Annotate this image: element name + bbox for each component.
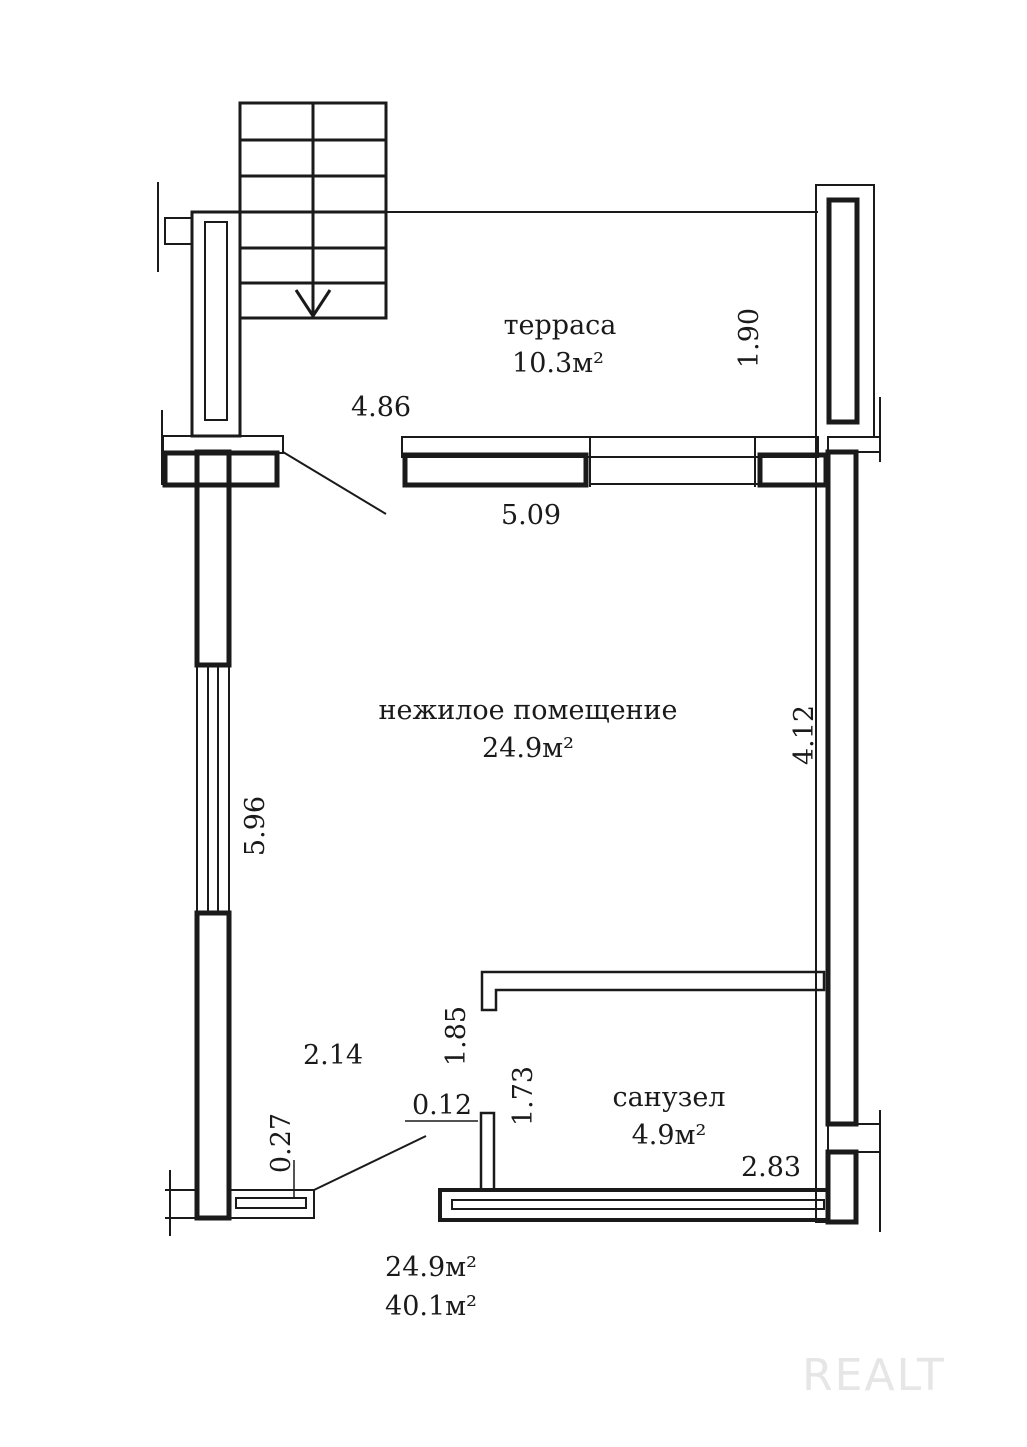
dim-bath-width: 2.83 bbox=[740, 1152, 802, 1183]
terrace-front-wall bbox=[402, 437, 826, 487]
total-area: 40.1м² bbox=[385, 1291, 477, 1322]
dim-terrace-width: 4.86 bbox=[350, 392, 412, 423]
bathroom-name: санузел bbox=[612, 1082, 726, 1113]
dim-wall-stub: 0.27 bbox=[266, 1112, 297, 1174]
terrace-name: терраса bbox=[503, 310, 617, 341]
realt-watermark: REALT bbox=[802, 1350, 946, 1401]
left-exterior-wall bbox=[197, 452, 229, 1218]
dim-bath-partition-upper: 1.85 bbox=[441, 1005, 472, 1067]
dim-main-left-wall: 5.96 bbox=[240, 795, 271, 857]
bottom-wall bbox=[165, 1121, 828, 1236]
dim-terrace-depth: 1.90 bbox=[734, 307, 765, 369]
staircase bbox=[240, 103, 386, 318]
bathroom-area: 4.9м² bbox=[631, 1120, 707, 1151]
dim-partition-thickness: 0.12 bbox=[411, 1090, 473, 1121]
terrace-left-wall bbox=[158, 182, 240, 436]
dim-bath-partition-lower: 1.73 bbox=[508, 1065, 539, 1127]
dim-entrance-width: 2.14 bbox=[302, 1040, 364, 1071]
dim-main-right-wall: 4.12 bbox=[789, 704, 820, 766]
right-exterior-wall bbox=[816, 185, 880, 1232]
main-room-name: нежилое помещение bbox=[378, 695, 678, 726]
living-area-total: 24.9м² bbox=[385, 1252, 477, 1283]
dim-main-width: 5.09 bbox=[500, 500, 562, 531]
terrace-area: 10.3м² bbox=[512, 348, 604, 379]
main-room-area: 24.9м² bbox=[482, 733, 574, 764]
